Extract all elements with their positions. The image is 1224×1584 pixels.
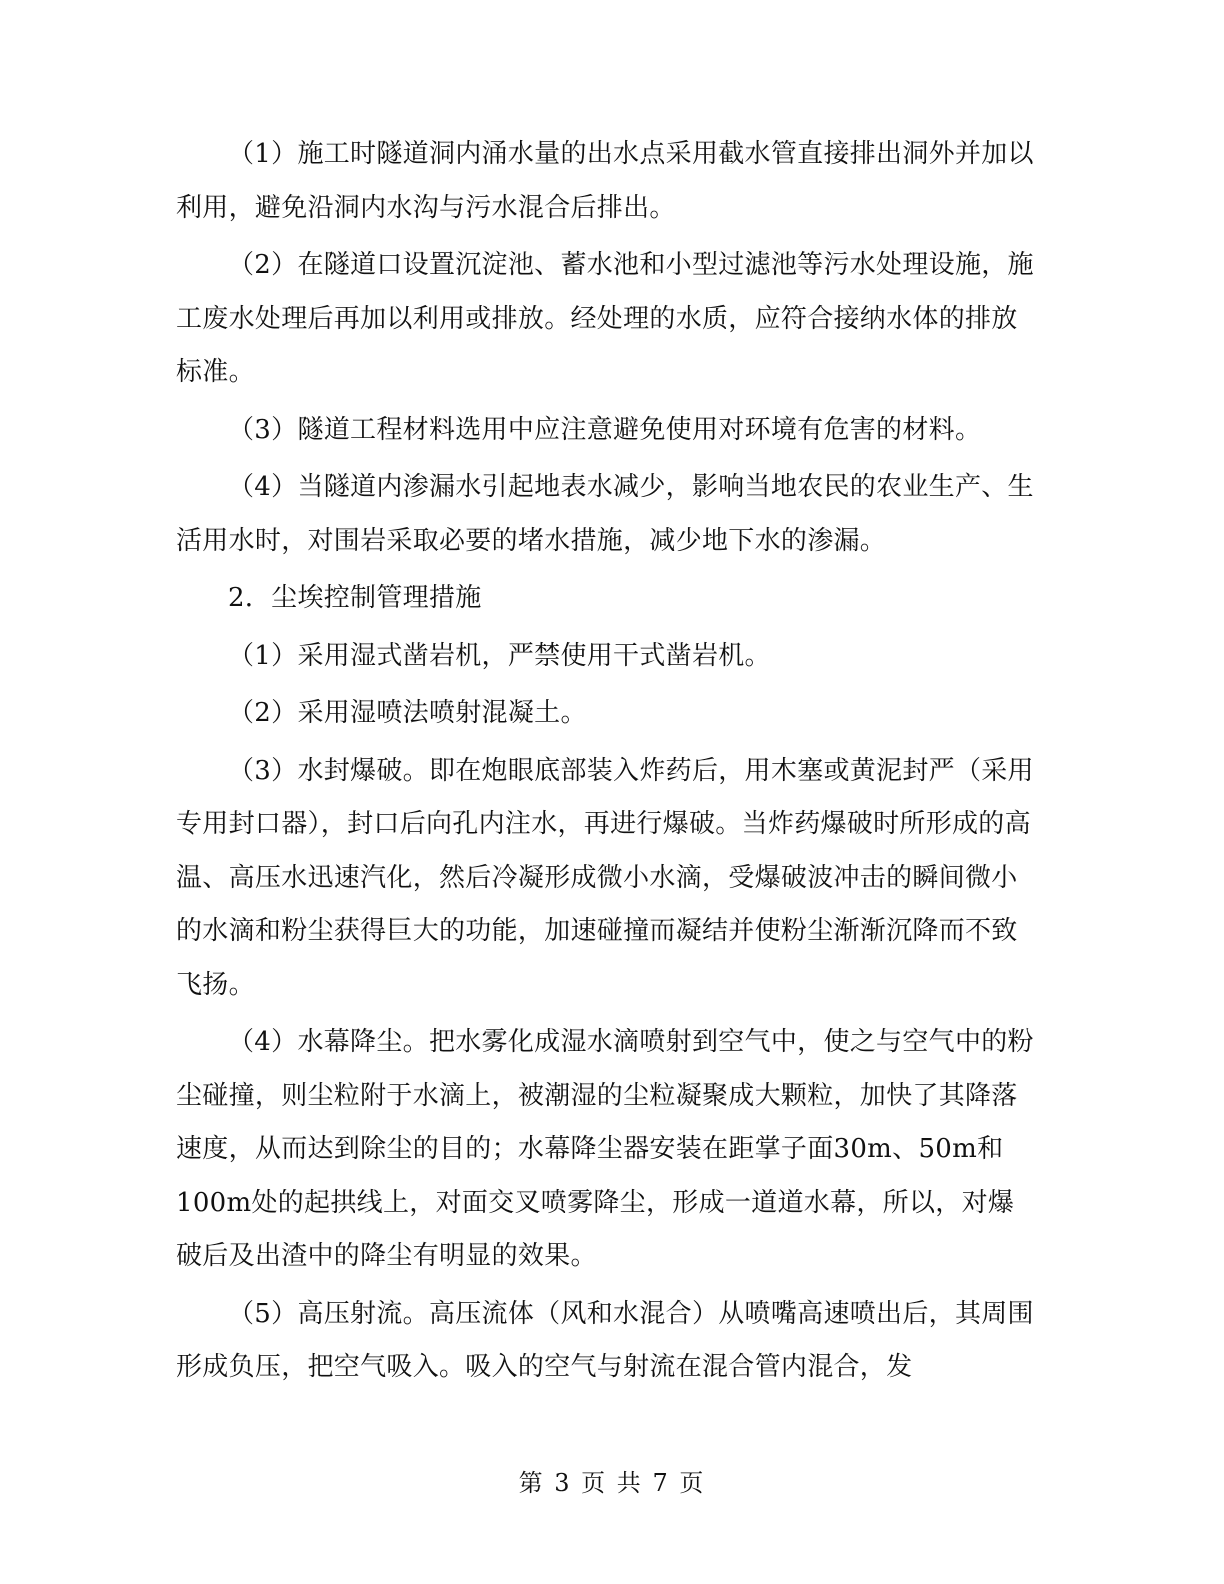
paragraph-4: （4）当隧道内渗漏水引起地表水减少，影响当地农民的农业生产、生活用水时，对围岩采取必要的堵水措施，减少地下水的渗漏。 — [176, 472, 1034, 556]
page-number-footer: 第 3 页 共 7 页 — [518, 1469, 706, 1497]
paragraph-2: （2）在隧道口设置沉淀池、蓄水池和小型过滤池等污水处理设施，施工废水处理后再加以利用或排放。经处理的水质，应符合接纳水体的排放标准。 — [176, 250, 1034, 387]
paragraph-5: （1）采用湿式凿岩机，严禁使用干式凿岩机。 — [228, 640, 771, 671]
paragraph-6: （2）采用湿喷法喷射混凝土。 — [228, 698, 587, 728]
section-heading: 2．尘埃控制管理措施 — [228, 583, 482, 613]
paragraph-9: （5）高压射流。高压流体（风和水混合）从喷嘴高速喷出后，其周围形成负压，把空气吸入。吸入的空气与射流在混合管内混合，发 — [176, 1298, 1034, 1382]
document-body — [176, 128, 1036, 1395]
paragraph-3: （3）隧道工程材料选用中应注意避免使用对环境有危害的材料。 — [228, 414, 982, 445]
paragraph-1: （1）施工时隧道洞内涌水量的出水点采用截水管直接排出洞外并加以利用，避免沿洞内水沟与污水混合后排出。 — [176, 139, 1034, 223]
paragraph-7: （3）水封爆破。即在炮眼底部装入炸药后，用木塞或黄泥封严（采用专用封口器），封口后向孔内注水，再进行爆破。当炸药爆破时所形成的高温、高压水迅速汽化，然后冷凝形成微小水滴，受爆破波冲击的瞬间微小的水滴和粉尘获得巨大的功能，加速碰撞而凝结并使粉尘渐渐沉降而不致飞扬。 — [176, 755, 1034, 1000]
paragraph-8: （4）水幕降尘。把水雾化成湿水滴喷射到空气中，使之与空气中的粉尘碰撞，则尘粒附于水滴上，被潮湿的尘粒凝聚成大颗粒，加快了其降落速度，从而达到除尘的目的；水幕降尘器安装在距掌子面30m、50m和100m处的起拱线上，对面交叉喷雾降尘，形成一道道水幕，所以，对爆破后及出渣中的降尘有明显的效果。 — [176, 1027, 1034, 1271]
